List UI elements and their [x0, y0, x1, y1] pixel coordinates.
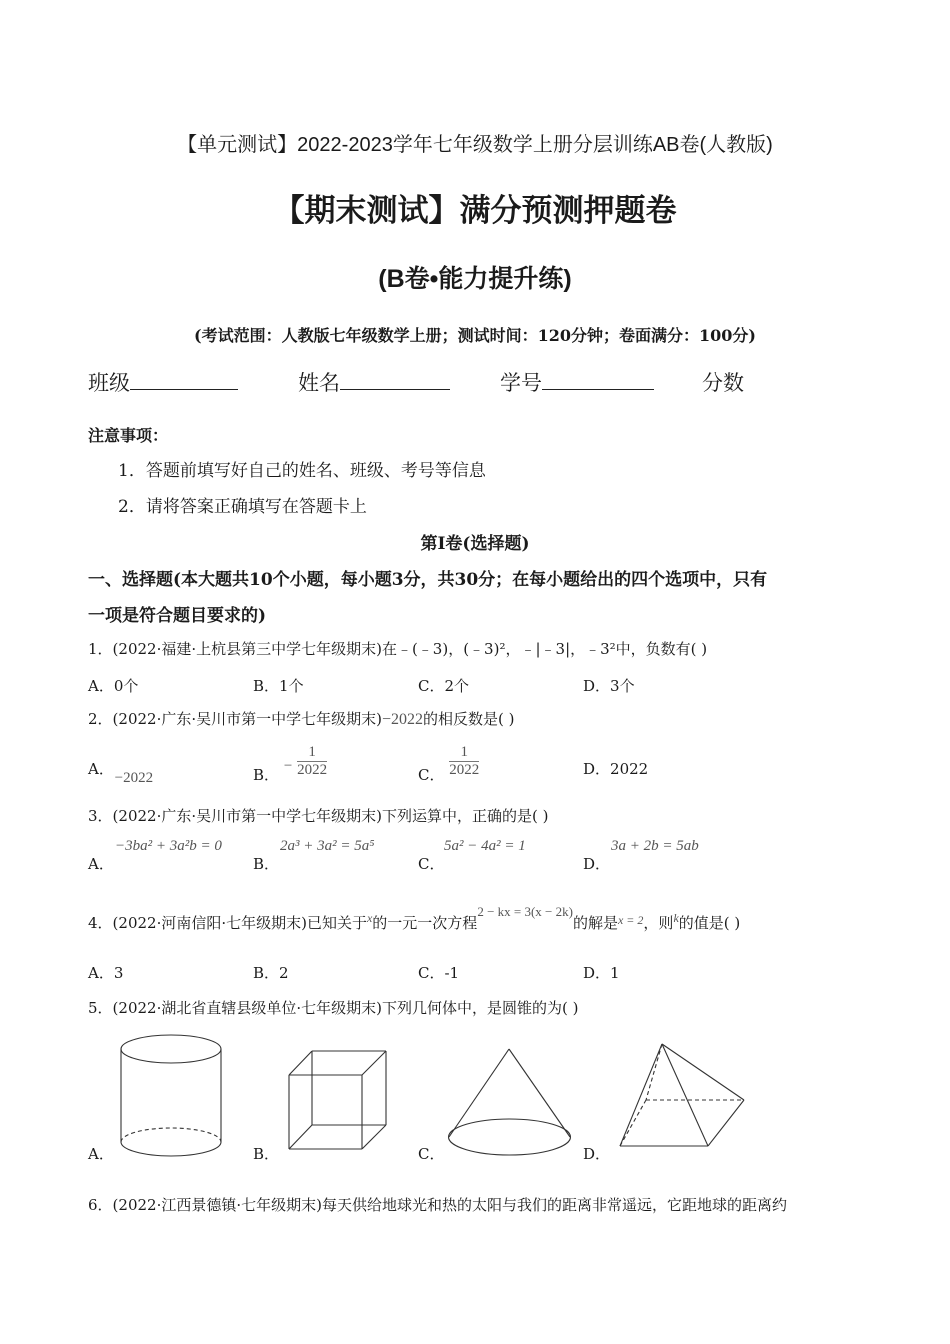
pyramid-icon — [612, 1038, 752, 1153]
q3-option-a-expr: −3ba² + 3a²b = 0 — [115, 838, 222, 854]
class-label: 班级 — [88, 371, 130, 395]
q3-option-c[interactable]: C． — [418, 855, 445, 873]
cube-icon — [282, 1045, 392, 1155]
section-heading: 一、选择题(本大题共10个小题，每小题3分，共30分；在每小题给出的四个选项中，只有 — [88, 570, 768, 590]
exam-info: (考试范围：人教版七年级数学上册；测试时间：120分钟；卷面满分：100分) — [194, 326, 756, 345]
q5-option-d[interactable]: D． — [583, 1145, 611, 1163]
q1-option-b[interactable]: B．1个 — [253, 677, 304, 695]
q2-option-a[interactable]: A． −2022 — [88, 760, 154, 786]
q5-option-a[interactable]: A． — [88, 1145, 114, 1163]
question-3-stem: 3．(2022·广东·吴川市第一中学七年级期末)下列运算中，正确的是( ) — [88, 807, 549, 825]
question-1-stem: 1．(2022·福建·上杭县第三中学七年级期末)在﹣(﹣3)，(﹣3)²，﹣|﹣3|，﹣3²中，负数有( ) — [88, 640, 708, 658]
cone-icon — [442, 1045, 577, 1160]
q1-option-a[interactable]: A．0个 — [88, 677, 139, 695]
q5-option-c[interactable]: C． — [418, 1145, 445, 1163]
q2-option-c[interactable]: C． $\frac{1}{2022}$ — [418, 744, 480, 784]
page-title: 【期末测试】满分预测押题卷 — [273, 193, 677, 228]
q3-option-b[interactable]: B． — [253, 855, 280, 873]
q3-option-a[interactable]: A． — [88, 855, 114, 873]
q2-option-d[interactable]: D．2022 — [583, 760, 649, 778]
student-id-field[interactable] — [500, 367, 654, 397]
notes-title: 注意事项： — [88, 426, 169, 445]
question-2-stem: 2．(2022·广东·吴川市第一中学七年级期末)−2022的相反数是( ) — [88, 710, 515, 728]
q3-option-c-expr: 5a² − 4a² = 1 — [444, 838, 526, 854]
q2-option-b[interactable]: B． − $\frac{1}{2022}$ — [253, 744, 328, 784]
question-4-stem: 4．(2022·河南信阳·七年级期末)已知关于$^x$的一元一次方程2 − kx = 3(x − 2k)的解是$^{x = 2}$，则$^k$的值是( ) — [88, 904, 741, 932]
score-label: 分数 — [702, 371, 744, 395]
name-field[interactable] — [298, 367, 450, 397]
class-field[interactable] — [88, 367, 238, 397]
section-heading-cont: 一项是符合题目要求的) — [88, 606, 267, 626]
cylinder-icon — [112, 1030, 230, 1160]
q3-option-b-expr: 2a³ + 3a² = 5a⁵ — [280, 838, 375, 854]
name-label: 姓名 — [298, 371, 340, 395]
q4-option-c[interactable]: C．-1 — [418, 964, 460, 982]
q1-option-c[interactable]: C．2个 — [418, 677, 470, 695]
q4-option-d[interactable]: D．1 — [583, 964, 620, 982]
q1-option-d[interactable]: D．3个 — [583, 677, 635, 695]
q3-option-d[interactable]: D． — [583, 855, 611, 873]
question-6-stem: 6．(2022·江西景德镇·七年级期末)每天供给地球光和热的太阳与我们的距离非常遥远，它距地球的距离约 — [88, 1196, 787, 1214]
q4-option-b[interactable]: B．2 — [253, 964, 289, 982]
q3-option-d-expr: 3a + 2b = 5ab — [611, 838, 699, 854]
part-heading: 第Ⅰ卷(选择题) — [420, 534, 530, 554]
page-subtitle: (B卷•能力提升练) — [378, 265, 572, 293]
q4-option-a[interactable]: A．3 — [88, 964, 124, 982]
series-title: 【单元测试】2022-2023学年七年级数学上册分层训练AB卷(人教版) — [177, 134, 773, 156]
student-id-label: 学号 — [500, 371, 542, 395]
q5-option-b[interactable]: B． — [253, 1145, 280, 1163]
note-item: 1．答题前填写好自己的姓名、班级、考号等信息 — [118, 461, 486, 481]
note-item: 2．请将答案正确填写在答题卡上 — [118, 497, 367, 517]
question-5-stem: 5．(2022·湖北省直辖县级单位·七年级期末)下列几何体中，是圆锥的为( ) — [88, 999, 579, 1017]
